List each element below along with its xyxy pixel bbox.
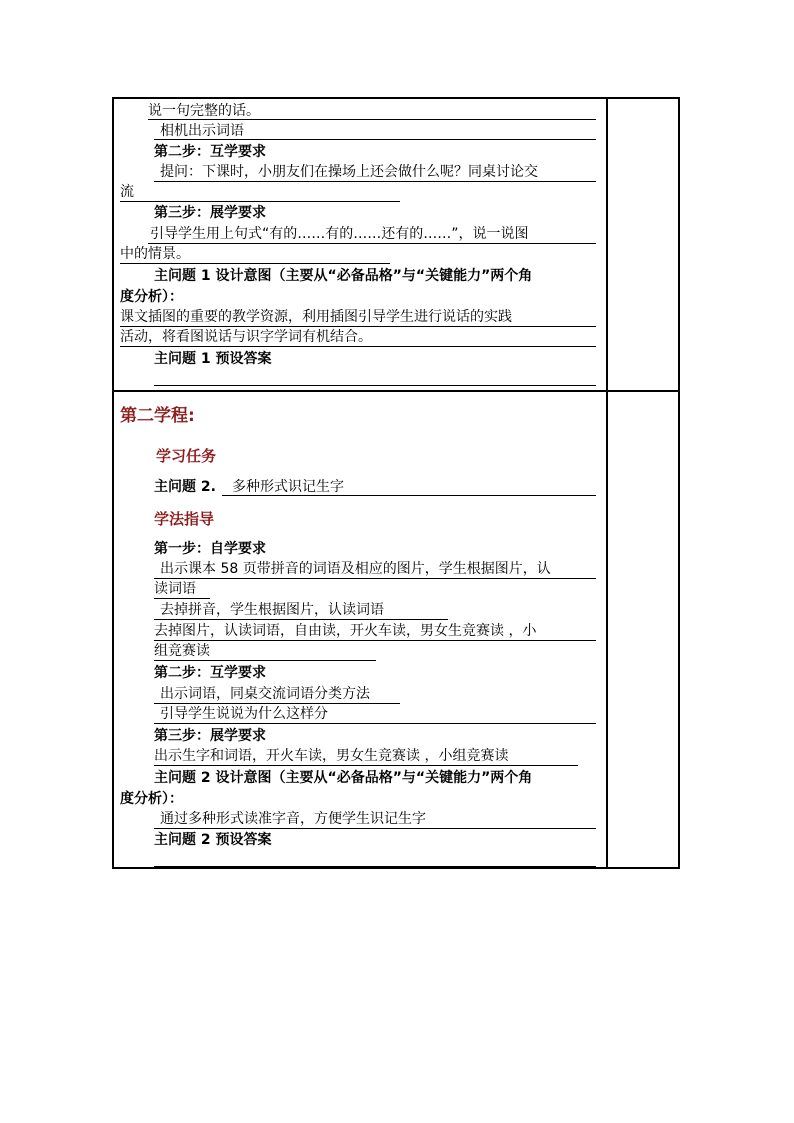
s1-intent-text-b: 活动，将看图说话与识字学词有机结合。: [120, 329, 372, 345]
underline: [154, 765, 578, 766]
underline: [120, 346, 596, 347]
s1-intent-text-a: 课文插图的重要的教学资源，利用插图引导学生进行说话的实践: [120, 309, 512, 325]
s2-intent-text: 通过多种形式读准字音，方便学生识记生字: [160, 811, 426, 827]
s1-line1: 说一句完整的话。: [148, 103, 260, 119]
s1-step3-label: 第三步：展学要求: [154, 205, 266, 221]
underline: [154, 139, 596, 140]
s1-step2-text-a: 提问：下课时，小朋友们在操场上还会做什么呢？同桌讨论交: [160, 164, 538, 180]
s2-step3-a: 出示生字和词语，开火车读，男女生竞赛读 ，小组竞赛读: [154, 748, 509, 764]
underline: [154, 723, 596, 724]
answer-line: [154, 385, 596, 386]
s2-step1-label: 第一步：自学要求: [154, 541, 266, 557]
underline: [154, 619, 448, 620]
underline: [148, 119, 596, 120]
section2-title: 第二学程:: [120, 406, 195, 426]
s2-step1-b: 读词语: [154, 581, 196, 597]
s2-intent-label-b: 度分析）：: [120, 791, 183, 807]
method-heading: 学法指导: [154, 510, 215, 528]
s1-step3-text-a: 引导学生用上句式“有的……有的……还有的……”，说一说图: [150, 226, 529, 242]
row-divider: [114, 390, 678, 392]
main-question-label: 主问题 2.: [154, 479, 216, 495]
underline: [120, 263, 390, 264]
s2-step2-a: 出示词语，同桌交流词语分类方法: [160, 686, 370, 702]
s1-step2-label: 第二步：互学要求: [154, 144, 266, 160]
underline: [154, 578, 596, 579]
underline: [154, 660, 376, 661]
s2-step1-c: 去掉拼音，学生根据图片，认读词语: [160, 602, 384, 618]
s2-step3-label: 第三步：展学要求: [154, 728, 266, 744]
s2-answer-label: 主问题 2 预设答案: [154, 832, 272, 848]
underline: [154, 598, 210, 599]
s2-step2-b: 引导学生说说为什么这样分: [160, 706, 328, 722]
s2-step1-a: 出示课本 58 页带拼音的词语及相应的图片，学生根据图片，认: [160, 561, 551, 577]
s1-answer-label: 主问题 1 预设答案: [154, 351, 272, 367]
s1-intent-label-b: 度分析）：: [120, 289, 183, 305]
s2-step1-e: 组竞赛读: [154, 643, 210, 659]
answer-line: [154, 866, 596, 867]
column-divider: [606, 99, 608, 867]
underline: [222, 495, 596, 496]
s2-step1-d: 去掉图片，认读词语，自由读，开火车读，男女生竞赛读 ，小: [154, 623, 537, 639]
underline: [120, 201, 400, 202]
task-heading: 学习任务: [156, 447, 217, 465]
s1-line2: 相机出示词语: [160, 123, 244, 139]
underline: [154, 640, 596, 641]
lesson-plan-table: [112, 97, 680, 869]
s2-step2-label: 第二步：互学要求: [154, 665, 266, 681]
main-question-text: 多种形式识记生字: [232, 479, 344, 495]
s1-step2-text-b: 流: [120, 184, 134, 200]
underline: [154, 828, 596, 829]
s1-step3-text-b: 中的情景。: [120, 246, 190, 262]
s1-intent-label-a: 主问题 1 设计意图（主要从“必备品格”与“关键能力”两个角: [154, 268, 533, 284]
underline: [148, 243, 596, 244]
s2-intent-label-a: 主问题 2 设计意图（主要从“必备品格”与“关键能力”两个角: [154, 770, 533, 786]
underline: [154, 181, 596, 182]
